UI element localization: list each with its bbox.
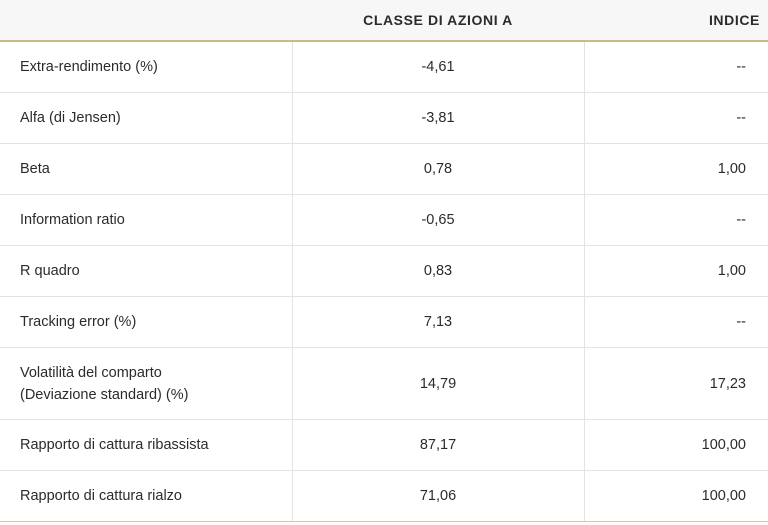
index-value: --: [584, 297, 768, 348]
table-row: [0, 420, 768, 471]
share-class-value: 0,83: [292, 246, 584, 297]
metric-label-multiline: [0, 348, 292, 420]
table-body: [0, 41, 768, 522]
header-index: INDICE: [584, 0, 768, 41]
metric-label: Rapporto di cattura ribassista: [0, 420, 292, 471]
table-row: [0, 144, 768, 195]
table-row: [0, 41, 768, 93]
metric-label: Alfa (di Jensen): [0, 93, 292, 144]
header-metric: [0, 0, 292, 41]
table-row: [0, 348, 768, 420]
table-row: [0, 93, 768, 144]
index-value: 100,00: [584, 420, 768, 471]
share-class-value: 14,79: [292, 348, 584, 420]
table-row: [0, 246, 768, 297]
share-class-value: -3,81: [292, 93, 584, 144]
share-class-value: 7,13: [292, 297, 584, 348]
share-class-value: 0,78: [292, 144, 584, 195]
share-class-value: -4,61: [292, 41, 584, 93]
table-row: [0, 195, 768, 246]
table-row: [0, 471, 768, 522]
header-share-class: CLASSE DI AZIONI A: [292, 0, 584, 41]
metric-label: Rapporto di cattura rialzo: [0, 471, 292, 522]
metric-label-line1: Volatilità del comparto: [20, 364, 162, 381]
share-class-value: -0,65: [292, 195, 584, 246]
share-class-value: 87,17: [292, 420, 584, 471]
index-value: --: [584, 41, 768, 93]
share-class-value: 71,06: [292, 471, 584, 522]
index-value: 17,23: [584, 348, 768, 420]
metric-label: Beta: [0, 144, 292, 195]
index-value: 100,00: [584, 471, 768, 522]
metric-label: Information ratio: [0, 195, 292, 246]
index-value: 1,00: [584, 246, 768, 297]
index-value: --: [584, 195, 768, 246]
table-row: [0, 297, 768, 348]
metric-label: R quadro: [0, 246, 292, 297]
table-header: [0, 0, 768, 41]
index-value: --: [584, 93, 768, 144]
metric-label: Extra-rendimento (%): [0, 41, 292, 93]
metric-label-line2: (Deviazione standard) (%): [20, 386, 189, 403]
index-value: 1,00: [584, 144, 768, 195]
header-row: [0, 0, 768, 41]
metric-label: Tracking error (%): [0, 297, 292, 348]
